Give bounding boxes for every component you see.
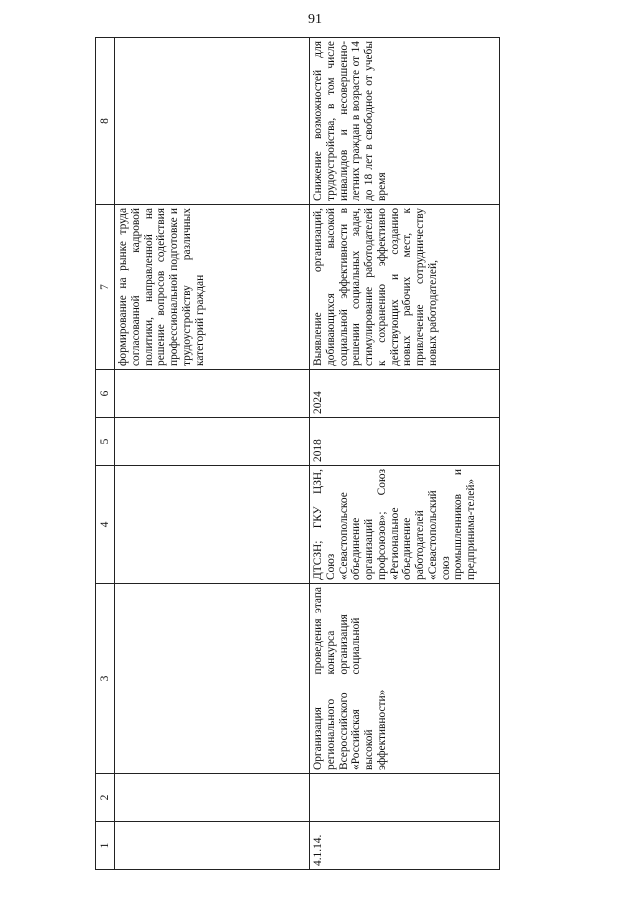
column-header: 3 <box>96 584 115 774</box>
column-header: 5 <box>96 418 115 466</box>
table-cell <box>115 418 310 466</box>
consequences-cell: Снижение возможностей для трудоустройства, в том числе инвалидов и несовершенно-летних граждан в возрасте от 14 до 18 лет в свободное от учебы время <box>310 38 500 205</box>
results-cell: Выявление организаций, добивающихся высокой социальной эффективности в решении социальных задач, стимулирование работодателей к сохранению эффективно действующих и созданию новых рабочих мест, к привлечение сотрудничеству новых работодателей, <box>310 205 500 370</box>
table-cell-results: формирование на рынке труда согласованной кадровой политики, направленной на решение вопросов содействия профессиональной подготовке и трудоустройству различных категорий граждан <box>115 205 310 370</box>
item-number: 4.1.14. <box>310 822 500 870</box>
column-header: 4 <box>96 466 115 584</box>
measures-table <box>95 37 500 870</box>
start-year: 2018 <box>310 418 500 466</box>
rotated-table-container <box>95 38 492 870</box>
column-header: 6 <box>96 370 115 418</box>
measure-name-part2: проведения этапа конкурса организация социальной <box>312 587 363 675</box>
continuation-row <box>115 38 310 870</box>
table-cell <box>115 38 310 205</box>
table-cell <box>115 370 310 418</box>
page-number: 91 <box>308 12 322 27</box>
header-row <box>96 38 115 870</box>
table-row <box>310 38 500 870</box>
column-header: 2 <box>96 774 115 822</box>
measure-name-part1: Организация регионального Всероссийского «Российская высокой эффективности» <box>312 689 388 770</box>
measure-name-cell <box>310 584 500 774</box>
executors-cell: ДТСЗН; ГКУ ЦЗН, Союз «Севастопольское объединение организаций профсоюзов»; Союз «Региональное объединение работодателей «Севастопольский союз промышленников и предпринима-телей» <box>310 466 500 584</box>
table-cell <box>115 466 310 584</box>
table-cell <box>115 822 310 870</box>
end-year: 2024 <box>310 370 500 418</box>
table-cell <box>310 774 500 822</box>
column-header: 7 <box>96 205 115 370</box>
column-header: 1 <box>96 822 115 870</box>
table-cell <box>115 584 310 774</box>
table-cell <box>115 774 310 822</box>
column-header: 8 <box>96 38 115 205</box>
